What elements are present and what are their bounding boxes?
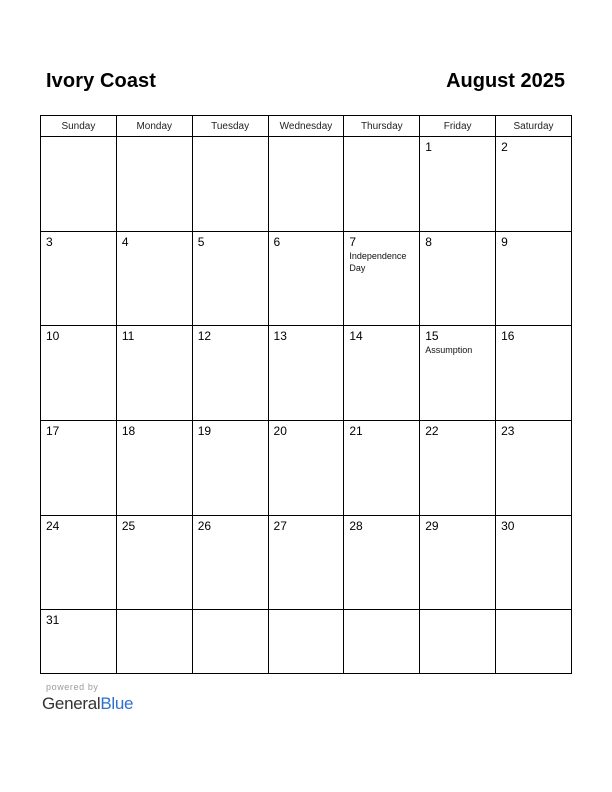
day-cell — [268, 420, 344, 515]
day-number: 28 — [349, 518, 363, 533]
day-number: 30 — [501, 518, 515, 533]
day-cell — [268, 515, 344, 610]
day-number: 16 — [501, 329, 515, 344]
day-number: 26 — [197, 518, 212, 533]
day-number: 20 — [273, 423, 287, 438]
day-cell — [420, 231, 496, 326]
day-cell — [41, 610, 117, 674]
day-cell — [344, 326, 420, 421]
day-cell — [116, 231, 192, 326]
day-cell — [192, 420, 268, 515]
day-cell — [41, 420, 117, 515]
day-number: 10 — [46, 329, 60, 344]
day-cell — [496, 420, 572, 515]
day-cell — [420, 137, 496, 232]
generalblue-logo[interactable] — [42, 694, 133, 714]
day-number: 27 — [273, 518, 287, 533]
day-number: 11 — [121, 329, 135, 344]
day-cell — [496, 610, 572, 674]
day-number: 2 — [501, 140, 508, 154]
day-cell — [116, 137, 192, 232]
day-cell — [344, 515, 420, 610]
day-cell — [192, 515, 268, 610]
day-cell — [41, 515, 117, 610]
day-cell — [344, 420, 420, 515]
day-cell — [116, 610, 192, 674]
weekday-header: Wednesday — [268, 116, 344, 137]
day-number: 6 — [273, 234, 281, 249]
month-calendar-grid — [40, 115, 572, 674]
day-cell — [192, 231, 268, 326]
day-cell — [41, 326, 117, 421]
calendar-month-title: August 2025 — [446, 70, 565, 92]
week-row — [41, 137, 572, 232]
day-cell — [192, 610, 268, 674]
week-row — [41, 515, 572, 610]
day-number: 12 — [197, 329, 212, 344]
day-cell — [496, 515, 572, 610]
day-number: 23 — [501, 423, 515, 438]
day-cell — [420, 515, 496, 610]
day-number: 5 — [197, 234, 205, 249]
day-number: 17 — [46, 423, 60, 438]
weekday-header: Saturday — [496, 116, 572, 137]
day-number: 13 — [273, 329, 287, 344]
day-number: 14 — [349, 329, 363, 344]
day-number: 1 — [425, 140, 432, 154]
weekday-header: Monday — [116, 116, 192, 137]
day-cell — [116, 326, 192, 421]
day-cell — [496, 231, 572, 326]
day-cell — [41, 231, 117, 326]
day-cell — [420, 420, 496, 515]
day-cell — [268, 610, 344, 674]
holiday-label: Independence Day — [349, 250, 407, 273]
day-cell — [420, 326, 496, 421]
day-cell — [496, 326, 572, 421]
day-number: 4 — [121, 234, 129, 249]
weekday-header: Thursday — [344, 116, 420, 137]
day-number: 21 — [349, 423, 363, 438]
day-cell — [41, 137, 117, 232]
day-number: 15 — [425, 329, 439, 344]
day-number: 31 — [46, 613, 60, 628]
holiday-label: Assumption — [425, 345, 473, 356]
week-row — [41, 231, 572, 326]
day-number: 8 — [425, 234, 432, 249]
weekday-header-row — [41, 116, 572, 137]
day-number: 3 — [46, 234, 53, 249]
day-cell — [116, 420, 192, 515]
week-row — [41, 326, 572, 421]
day-number: 7 — [349, 234, 357, 249]
day-cell — [496, 137, 572, 232]
powered-by-label: powered by — [46, 682, 99, 692]
day-cell — [192, 326, 268, 421]
calendar-country-title: Ivory Coast — [46, 70, 157, 92]
day-cell — [192, 137, 268, 232]
weekday-header: Tuesday — [192, 116, 268, 137]
day-number: 22 — [425, 423, 439, 438]
day-cell — [268, 137, 344, 232]
day-cell — [344, 231, 420, 326]
day-cell — [344, 610, 420, 674]
day-number: 9 — [501, 234, 508, 249]
day-cell — [268, 326, 344, 421]
week-row — [41, 610, 572, 674]
weekday-header: Sunday — [41, 116, 117, 137]
day-cell — [344, 137, 420, 232]
day-number: 25 — [121, 518, 136, 533]
week-row — [41, 420, 572, 515]
day-cell — [420, 610, 496, 674]
day-cell — [116, 515, 192, 610]
day-number: 18 — [121, 423, 136, 438]
logo-blue-text: Blue — [100, 694, 134, 713]
day-number: 29 — [425, 518, 439, 533]
day-cell — [268, 231, 344, 326]
day-number: 24 — [46, 518, 60, 533]
logo-general-text: General — [42, 694, 101, 713]
weekday-header: Friday — [420, 116, 496, 137]
day-number: 19 — [197, 423, 212, 438]
